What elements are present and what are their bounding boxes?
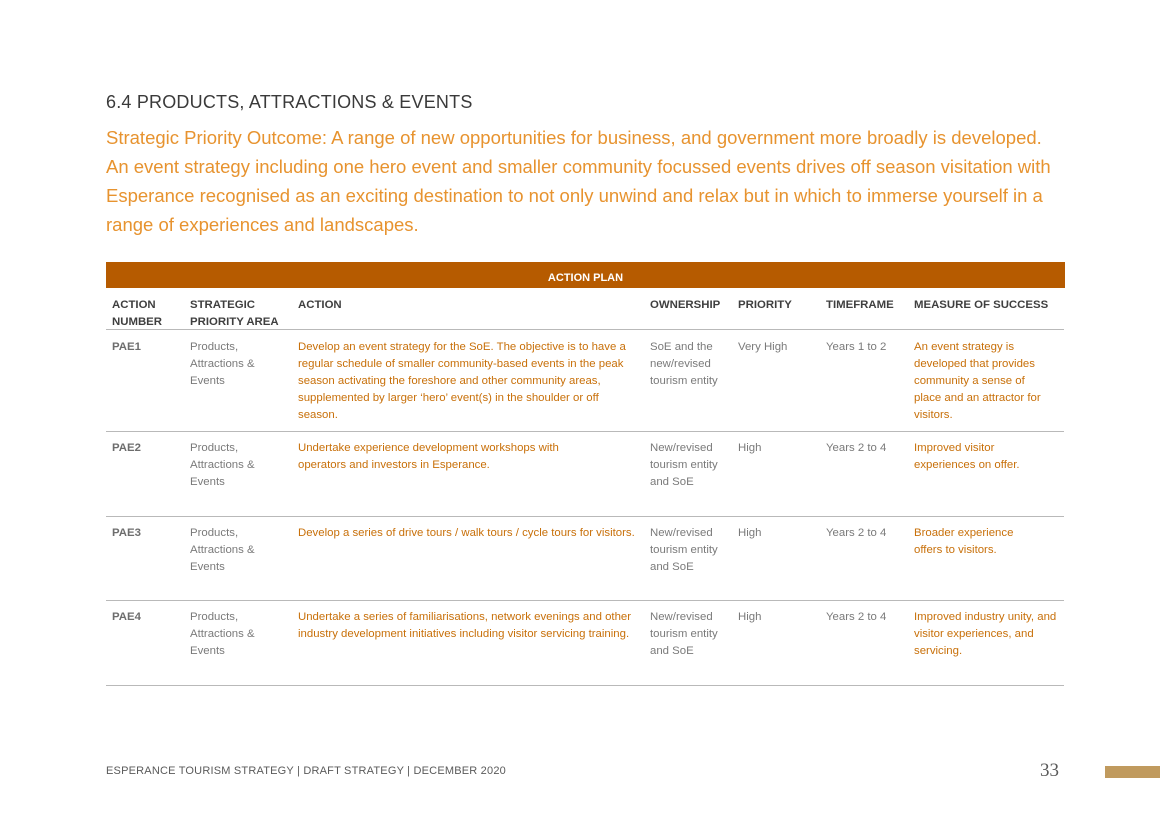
row-action: Undertake a series of familiarisations, network evenings and other industry development initiatives including visitor servicing training.: [298, 611, 632, 640]
header-strategic-priority-area: STRATEGIC PRIORITY AREA: [190, 299, 279, 328]
page-number: 33: [1040, 760, 1059, 781]
row-timeframe: Years 2 to 4: [826, 442, 887, 454]
row-priority-area: Products, Attractions & Events: [190, 611, 255, 657]
header-action-number: ACTION NUMBER: [112, 299, 162, 328]
row-divider: [106, 685, 1064, 686]
row-divider: [106, 431, 1064, 432]
row-ownership: New/revised tourism entity and SoE: [650, 527, 718, 573]
strategic-priority-outcome: Strategic Priority Outcome: A range of new opportunities for business, and government more broadly is developed. An event strategy including one hero event and smaller community focussed events drives off season visitation with Esperance recognised as an exciting destination to not only unwind and relax but in which to immerse yourself in a range of experiences and landscapes.: [106, 127, 1051, 235]
row-action: Develop an event strategy for the SoE. The objective is to have a regular schedule of smaller community-based events in the peak season activating the foreshore and other community areas, supplemented by larger ‘hero’ event(s) in the shoulder or off season.: [298, 341, 626, 421]
row-measure-of-success: Broader experience offers to visitors.: [914, 527, 1014, 556]
row-divider: [106, 600, 1064, 601]
row-ownership: SoE and the new/revised tourism entity: [650, 341, 718, 387]
row-timeframe: Years 2 to 4: [826, 527, 887, 539]
row-action: Undertake experience development workshops with operators and investors in Esperance.: [298, 442, 559, 471]
row-measure-of-success: Improved industry unity, and visitor experiences, and servicing.: [914, 611, 1057, 657]
row-action-number: PAE1: [112, 341, 141, 353]
row-priority: High: [738, 527, 762, 539]
row-divider: [106, 516, 1064, 517]
row-measure-of-success: An event strategy is developed that provides community a sense of place and an attractor for visitors.: [914, 341, 1041, 421]
header-measure-of-success: MEASURE OF SUCCESS: [914, 299, 1049, 311]
header-timeframe: TIMEFRAME: [826, 299, 894, 311]
header-divider: [106, 329, 1064, 330]
row-priority: High: [738, 611, 762, 623]
row-priority-area: Products, Attractions & Events: [190, 442, 255, 488]
document-footer: ESPERANCE TOURISM STRATEGY | DRAFT STRATEGY | DECEMBER 2020: [106, 765, 506, 777]
row-priority: Very High: [738, 341, 788, 353]
header-priority: PRIORITY: [738, 299, 792, 311]
row-action-number: PAE4: [112, 611, 141, 623]
action-plan-banner: ACTION PLAN: [106, 262, 1065, 288]
row-action: Develop a series of drive tours / walk tours / cycle tours for visitors.: [298, 527, 635, 539]
row-ownership: New/revised tourism entity and SoE: [650, 442, 718, 488]
row-timeframe: Years 1 to 2: [826, 341, 887, 353]
row-action-number: PAE2: [112, 442, 141, 454]
row-timeframe: Years 2 to 4: [826, 611, 887, 623]
section-title: 6.4 PRODUCTS, ATTRACTIONS & EVENTS: [106, 92, 473, 112]
header-action: ACTION: [298, 299, 342, 311]
row-measure-of-success: Improved visitor experiences on offer.: [914, 442, 1020, 471]
row-priority-area: Products, Attractions & Events: [190, 341, 255, 387]
page-tab-marker: [1105, 766, 1160, 778]
row-priority: High: [738, 442, 762, 454]
header-ownership: OWNERSHIP: [650, 299, 721, 311]
row-action-number: PAE3: [112, 527, 141, 539]
row-ownership: New/revised tourism entity and SoE: [650, 611, 718, 657]
row-priority-area: Products, Attractions & Events: [190, 527, 255, 573]
